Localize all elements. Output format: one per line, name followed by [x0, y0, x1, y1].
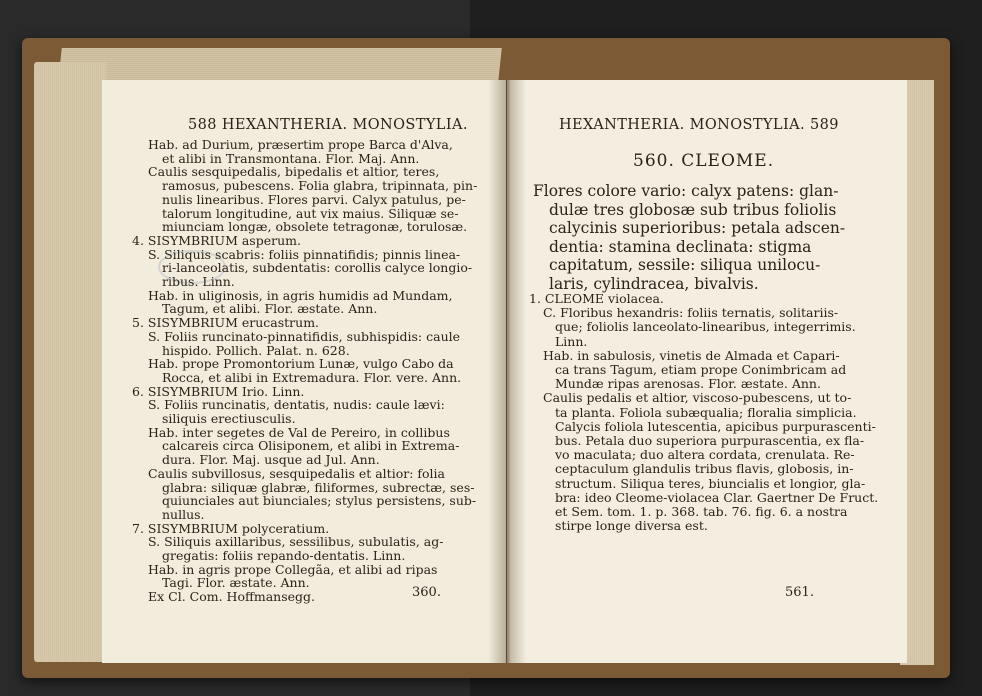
text-line: hispido. Pollich. Palat. n. 628. [162, 342, 350, 358]
right-page [507, 80, 907, 663]
text-line: dura. Flor. Maj. usque ad Jul. Ann. [162, 452, 380, 468]
text-line: S. Foliis runcinato-pinnatifidis, subhispidis: caule [148, 328, 461, 344]
text-line: nullus. [162, 506, 205, 522]
text-line: 1. CLEOME violacea. [529, 291, 664, 306]
text-line: 7. SISYMBRIUM polyceratium. [132, 520, 330, 536]
text-line: et alibi in Transmontana. Flor. Maj. Ann. [162, 150, 420, 166]
left-page-header: 588 HEXANTHERIA. MONOSTYLIA. [188, 117, 468, 133]
text-line: ceptaculum glandulis tribus flavis, globosis, in- [555, 461, 854, 477]
text-line: glabra: siliquæ glabræ, filiformes, subrectæ, ses- [162, 479, 475, 495]
genus-line: dentia: stamina declinata: stigma [549, 237, 812, 256]
text-line: stirpe longe diversa est. [555, 518, 708, 534]
text-line: siliquis erectiusculis. [162, 411, 296, 426]
text-line: ramosus, pubescens. Folia glabra, tripinnata, pin- [162, 178, 478, 194]
text-line: C. Floribus hexandris: foliis ternatis, solitariis- [543, 305, 839, 321]
left-page-signature: 360. [412, 585, 441, 600]
text-line: Hab. in sabulosis, vinetis de Almada et Capari- [543, 347, 840, 363]
text-line: 6. SISYMBRIUM Irio. Linn. [132, 383, 305, 399]
text-line: calcareis circa Olisiponem, et alibi in Extrema- [162, 438, 460, 454]
text-line: gregatis: foliis repando-dentatis. Linn. [162, 548, 406, 563]
page-edges-top [58, 48, 502, 82]
text-line: que; foliolis lanceolato-linearibus, integerrimis. [555, 319, 856, 335]
text-line: Hab. in uliginosis, in agris humidis ad Mundam, [148, 287, 453, 303]
text-line: ca trans Tagum, etiam prope Conimbricam ad [555, 362, 847, 377]
text-line: Tagum, et alibi. Flor. æstate. Ann. [162, 301, 378, 317]
genus-line: capitatum, sessile: siliqua unilocu- [549, 256, 821, 274]
text-line: Caulis subvillosus, sesquipedalis et altior: folia [148, 465, 445, 481]
text-line: miunciam longæ, obsolete tetragonæ, torulosæ. [162, 219, 468, 235]
text-line: Mundæ ripas arenosas. Flor. æstate. Ann. [555, 376, 821, 392]
text-line: Caulis sesquipedalis, bipedalis et altior, teres, [148, 164, 440, 180]
text-line: Hab. prope Promontorium Lunæ, vulgo Cabo da [148, 356, 454, 372]
text-line: et Sem. tom. 1. p. 368. tab. 76. fig. 6. a nostra [555, 504, 848, 519]
text-line: Linn. [555, 333, 588, 349]
text-line: Ex Cl. Com. Hoffmansegg. [148, 589, 315, 605]
text-line: ribus. Linn. [162, 274, 235, 289]
genus-line: Flores colore vario: calyx patens: glan- [533, 182, 839, 200]
text-line: ri-lanceolatis, subdentatis: corollis calyce longio- [162, 260, 473, 276]
text-line: quiunciales aut biunciales; stylus persistens, sub- [162, 493, 477, 509]
text-line: Rocca, et alibi in Extremadura. Flor. vere. Ann. [162, 369, 462, 385]
text-line: 4. SISYMBRIUM asperum. [132, 232, 301, 248]
genus-line: laris, cylindracea, bivalvis. [549, 274, 759, 293]
text-line: Hab. ad Durium, præsertim prope Barca d'Alva, [148, 137, 453, 152]
text-line: Calycis foliola lutescentia, apicibus purpurascenti- [555, 418, 876, 434]
text-line: S. Foliis runcinatis, dentatis, nudis: caule lævi: [148, 397, 445, 413]
text-line: bra: ideo Cleome-violacea Clar. Gaertner De Fruct. [555, 489, 879, 505]
text-line: Hab. in agris prope Collegãa, et alibi ad ripas [148, 561, 438, 577]
left-page [102, 80, 506, 663]
genus-line: dulæ tres globosæ sub tribus foliolis [549, 200, 837, 219]
text-line: S. Siliquis scabris: foliis pinnatifidis; pinnis linea- [148, 246, 461, 262]
text-line: Hab. inter segetes de Val de Pereiro, in collibus [148, 424, 450, 440]
text-line: structum. Siliqua teres, biuncialis et longior, gla- [555, 475, 866, 491]
genus-line: calycinis superioribus: petala adscen- [549, 219, 846, 237]
text-line: 5. SISYMBRIUM erucastrum. [132, 315, 320, 331]
genus-title: 560. CLEOME. [633, 151, 775, 171]
right-page-signature: 561. [785, 585, 814, 600]
text-line: nulis linearibus. Flores parvi. Calyx patulus, pe- [162, 191, 466, 207]
text-line: ta planta. Foliola subæqualia; floralia simplicia. [555, 404, 857, 420]
text-line: talorum longitudine, aut vix maius. Siliquæ se- [162, 205, 459, 221]
page-edges-left [34, 62, 106, 662]
text-line: bus. Petala duo superiora purpurascentia, ex fla- [555, 433, 865, 448]
text-line: S. Siliquis axillaribus, sessilibus, subulatis, ag- [148, 534, 444, 550]
right-page-header: HEXANTHERIA. MONOSTYLIA. 589 [559, 117, 839, 133]
text-line: vo maculata; duo altera cordata, crenulata. Re- [555, 447, 855, 463]
text-line: Caulis pedalis et altior, viscoso-pubescens, ut to- [543, 390, 852, 406]
text-line: Tagi. Flor. æstate. Ann. [162, 575, 310, 591]
book-gutter [488, 80, 526, 663]
